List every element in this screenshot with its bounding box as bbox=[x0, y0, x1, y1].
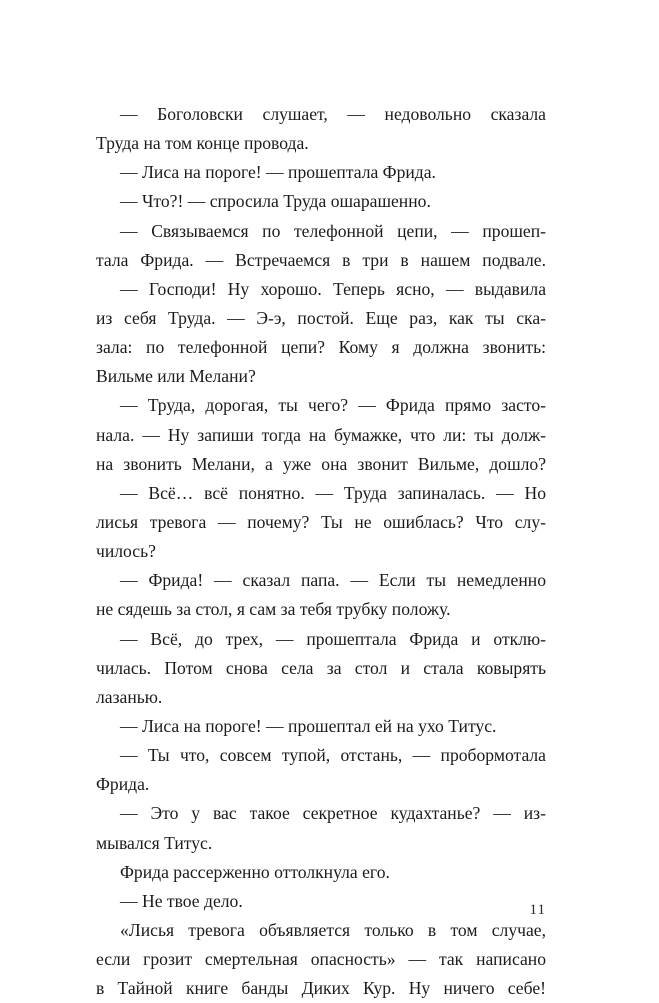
text-line: — Что?! — спросила Труда ошарашенно. bbox=[120, 191, 431, 212]
text-line: Фрида рассерженно оттолкнула его. bbox=[120, 861, 390, 882]
text-line: — Ты что, совсем тупой, отстань, — пробормотала bbox=[120, 745, 546, 766]
text-line: в Тайной книге банды Диких Кур. Ну ничего себе! bbox=[96, 978, 546, 999]
text-line: мывался Титус. bbox=[96, 832, 213, 853]
text-line: — Всё… всё понятно. — Труда запиналась. — Но bbox=[120, 482, 546, 503]
page-body bbox=[96, 100, 546, 1003]
text-line: чилось? bbox=[96, 541, 156, 562]
text-line: — Лиса на пороге! — прошептала Фрида. bbox=[120, 162, 436, 183]
text-line: на звонить Мелани, а уже она звонит Вильме, дошло? bbox=[96, 453, 546, 474]
text-line: — Труда, дорогая, ты чего? — Фрида прямо засто- bbox=[120, 395, 546, 416]
text-line: — Не твое дело. bbox=[120, 890, 243, 911]
text-line: нала. — Ну запиши тогда на бумажке, что ли: ты долж- bbox=[96, 424, 546, 445]
text-line: лисья тревога — почему? Ты не ошиблась? Что слу- bbox=[96, 511, 546, 532]
text-line: — Всё, до трех, — прошептала Фрида и отклю- bbox=[120, 628, 546, 649]
text-line: Труда на том конце провода. bbox=[96, 133, 309, 154]
text-line: — Господи! Ну хорошо. Теперь ясно, — выдавила bbox=[120, 278, 546, 299]
text-line: чилась. Потом снова села за стол и стала ковырять bbox=[96, 657, 546, 678]
text-line: лазанью. bbox=[96, 686, 163, 707]
text-line: не сядешь за стол, я сам за тебя трубку положу. bbox=[96, 599, 451, 620]
text-line: зала: по телефонной цепи? Кому я должна звонить: bbox=[96, 337, 546, 358]
text-line: из себя Труда. — Э-э, постой. Еще раз, как ты ска- bbox=[96, 307, 546, 328]
text-line: тала Фрида. — Встречаемся в три в нашем подвале. bbox=[96, 249, 546, 270]
text-line: если грозит смертельная опасность» — так написано bbox=[96, 949, 546, 970]
text-line: Вильме или Мелани? bbox=[96, 366, 256, 387]
text-line: — Боголовски слушает, — недовольно сказала bbox=[120, 104, 546, 124]
text-line: Фрида. bbox=[96, 774, 150, 795]
text-line: — Фрида! — сказал папа. — Если ты немедленно bbox=[120, 570, 546, 591]
text-line: «Лисья тревога объявляется только в том случае, bbox=[120, 919, 546, 940]
page-number: 11 bbox=[529, 902, 546, 918]
text-line: — Лиса на пороге! — прошептал ей на ухо Титус. bbox=[120, 715, 497, 736]
text-line: — Это у вас такое секретное кудахтанье? — из- bbox=[120, 803, 546, 824]
text-line: — Связываемся по телефонной цепи, — прошеп- bbox=[120, 220, 546, 241]
